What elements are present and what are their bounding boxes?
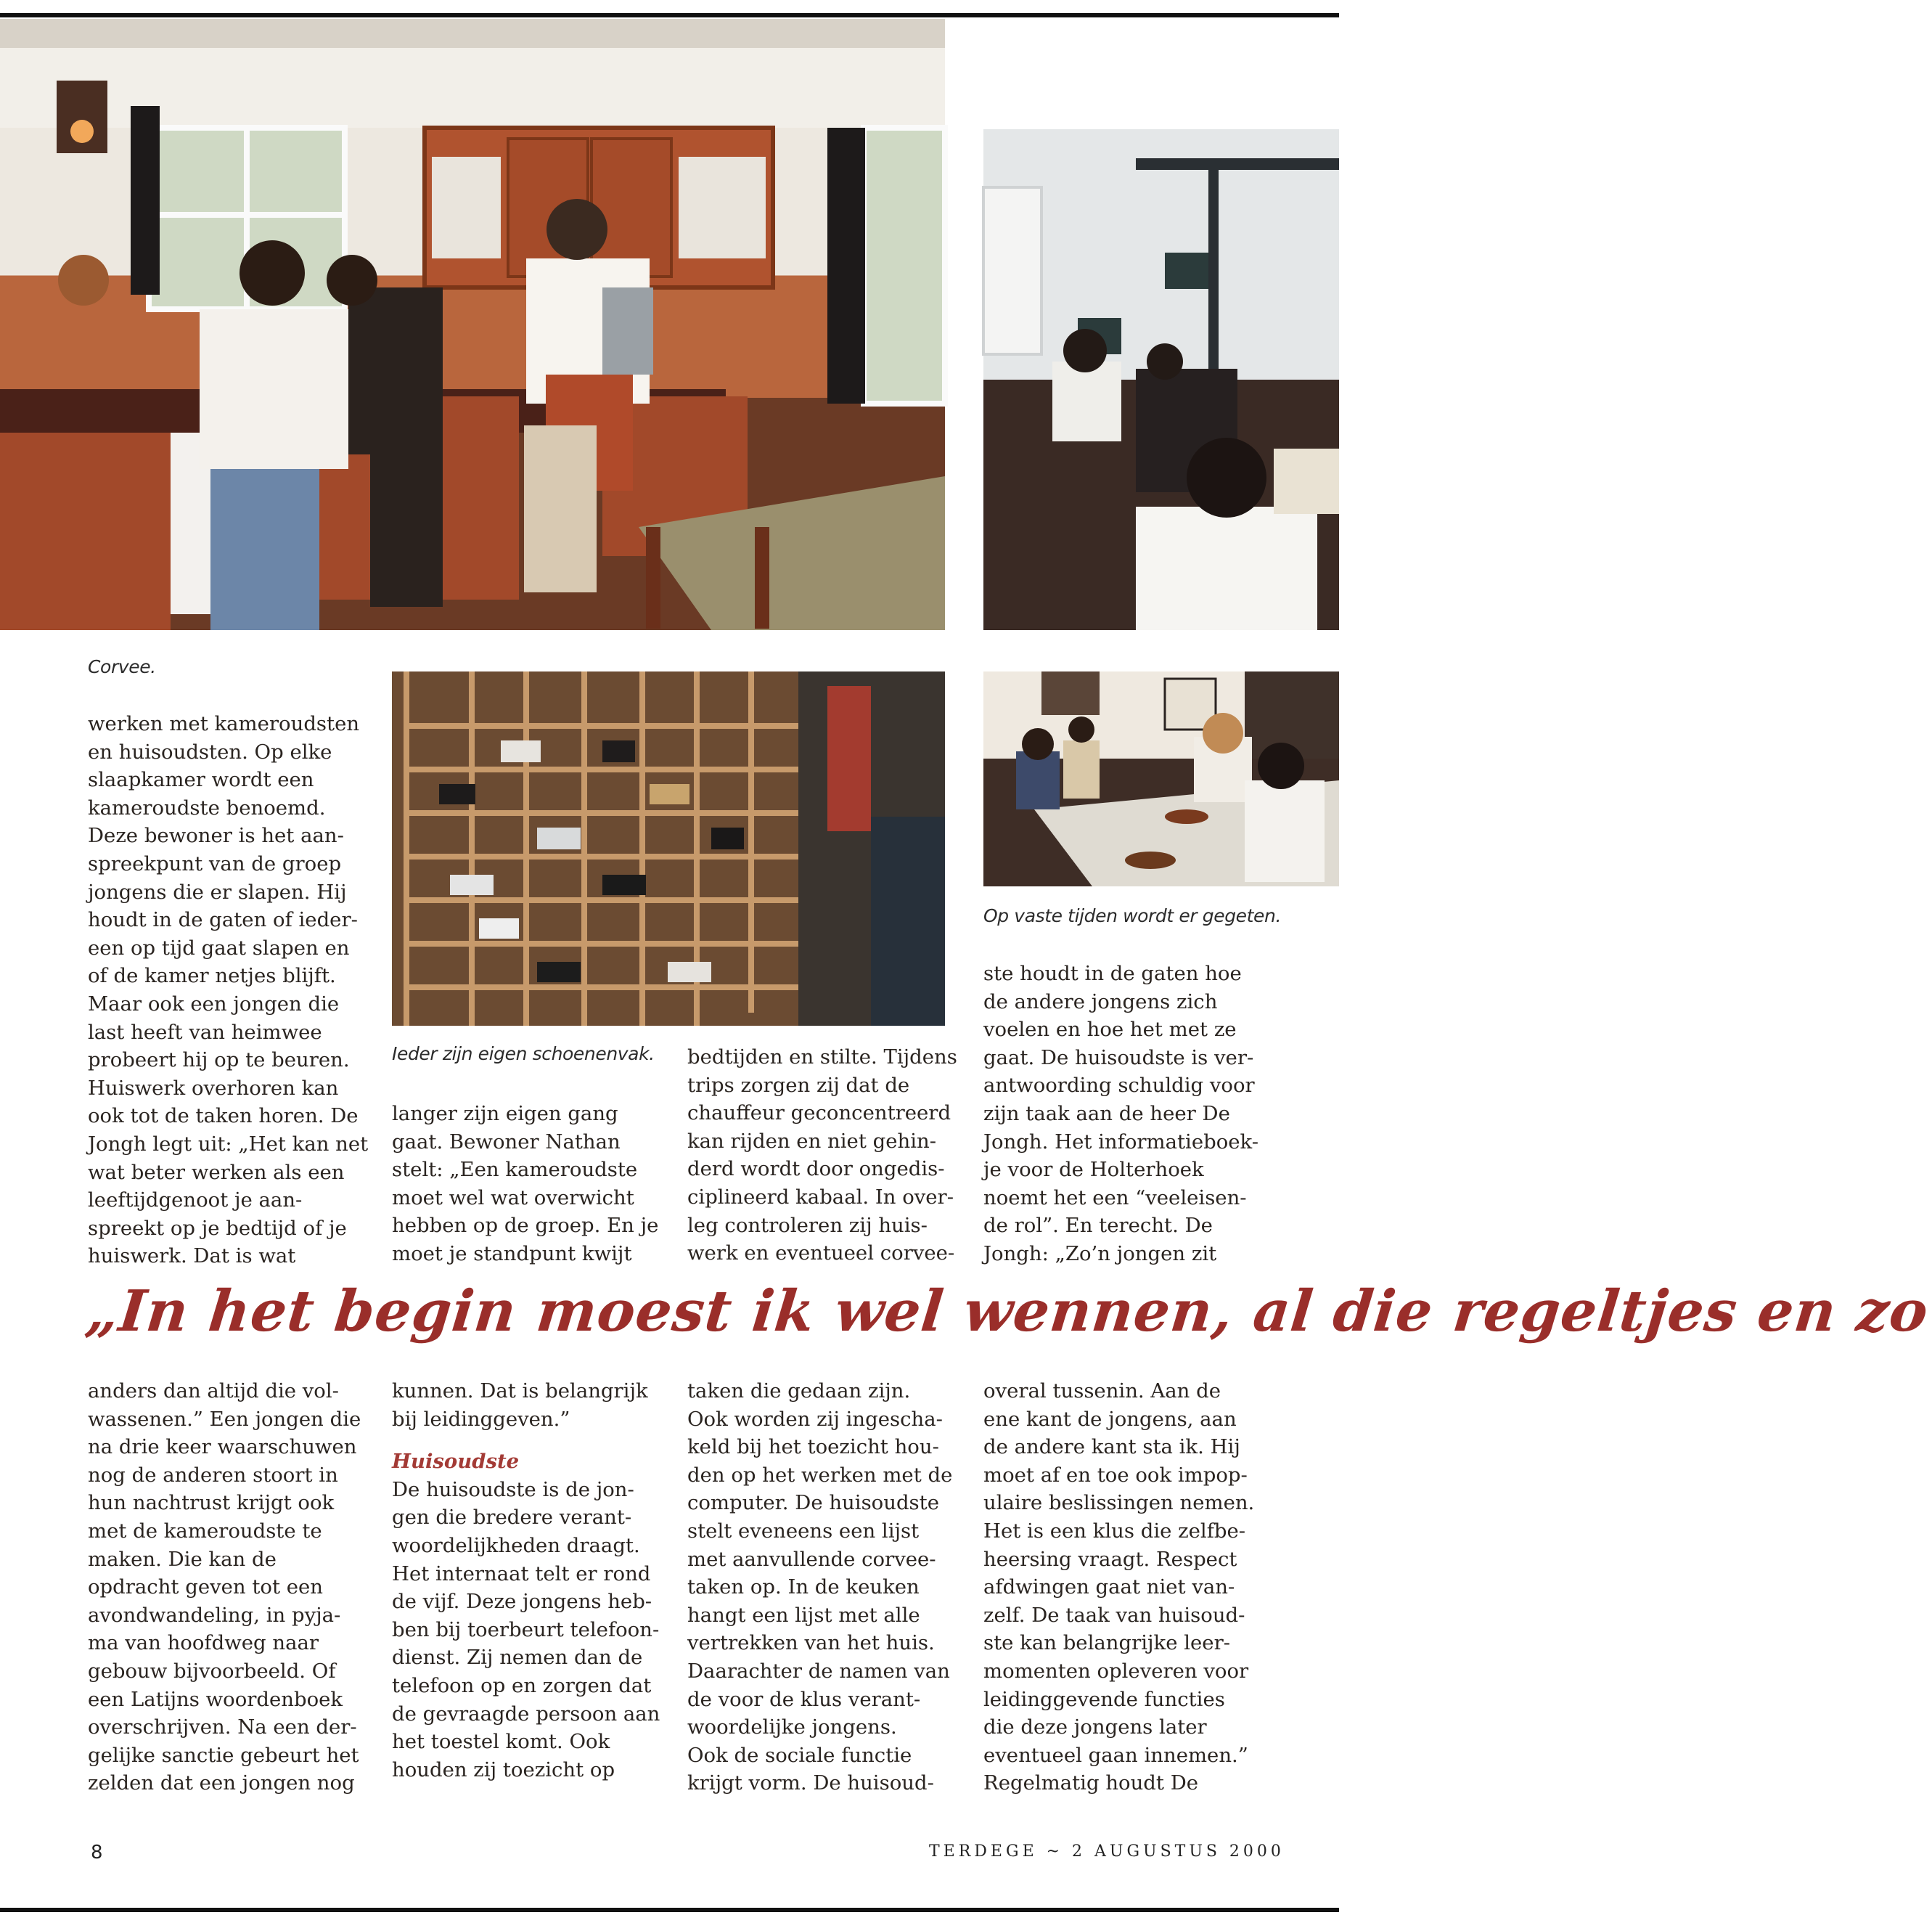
upper-column-3: bedtijden en stilte. Tijdens trips zorgen zij dat de chauffeur geconcentreerd kan rijden en niet gehin- derd wordt door ongedis- ciplineerd kabaal. In over- leg controleren zij huis- werk en eventueel corvee- <box>687 1045 957 1265</box>
pull-quote: „In het begin moest ik wel wennen, al die regeltjes en zo <box>82 1278 1932 1344</box>
dining-photo <box>983 671 1339 886</box>
top-rule <box>0 13 1339 17</box>
shoe-rack-photo-icon <box>392 671 945 1026</box>
bottom-rule <box>0 1908 1339 1912</box>
shoe-rack-photo <box>392 671 945 1026</box>
lower-column-2-intro: kunnen. Dat is belangrijk bij leidinggeven.” <box>392 1379 648 1431</box>
page-number: 8 <box>91 1842 103 1863</box>
shoe-rack-caption: Ieder zijn eigen schoenenvak. <box>392 1043 655 1064</box>
lower-column-3: taken die gedaan zijn. Ook worden zij ingescha- keld bij het toezicht hou- den op het werken met de computer. De huisoudste stelt eveneens een lijst met aanvullende corvee- taken op. In de keuken hangt een lijst met alle vertrekken van het huis. Daarachter de namen van de voor de klus verant- woordelijke jongens. Ook de sociale functie krijgt vorm. De huisoud- <box>687 1379 953 1795</box>
lower-column-4: overal tussenin. Aan de ene kant de jongens, aan de andere kant sta ik. Hij moet af en toe ook impop- ulaire beslissingen nemen. Het is een klus die zelfbe- heersing vraagt. Respect afdwingen gaat niet van- zelf. De taak van huisoud- ste kan belangrijke leer- momenten opleveren voor leidinggevende functies die deze jongens later eventueel gaan innemen.” Regelmatig houdt De <box>983 1379 1255 1795</box>
study-photo <box>983 129 1339 630</box>
upper-column-1: werken met kameroudsten en huisoudsten. Op elke slaapkamer wordt een kameroudste benoemd. Deze bewoner is het aan- spreekpunt van de groep jongens die er slapen. Hij houdt in de gaten of ieder- een op tijd gaat slapen en of de kamer netjes blijft. Maar ook een jongen die last heeft van heimwee probeert hij op te beuren. Huiswerk overhoren kan ook tot de taken horen. De Jongh legt uit: „Het kan net wat beter werken als een leeftijdgenoot je aan- spreekt op je bedtijd of je huiswerk. Dat is wat <box>88 712 369 1268</box>
kitchen-photo-icon <box>0 19 945 630</box>
dining-photo-icon <box>983 671 1339 886</box>
upper-column-2: langer zijn eigen gang gaat. Bewoner Nathan stelt: „Een kameroudste moet wel wat overwicht hebben op de groep. En je moet je standpunt kwijt <box>392 1102 659 1265</box>
study-room-photo-icon <box>983 129 1339 630</box>
upper-column-4: ste houdt in de gaten hoe de andere jongens zich voelen en hoe het met ze gaat. De huisoudste is ver- antwoording schuldig voor zijn taak aan de heer De Jongh. Het informatieboek- je voor de Holterhoek noemt het een “veeleisen- de rol”. En terecht. De Jongh: „Zo’n jongen zit <box>983 962 1259 1265</box>
kitchen-caption: Corvee. <box>88 656 156 677</box>
kitchen-photo <box>0 19 945 630</box>
lower-column-2 <box>392 1377 660 1784</box>
publication-footer: TERDEGE ~ 2 AUGUSTUS 2000 <box>929 1842 1285 1861</box>
section-heading: Huisoudste <box>392 1450 520 1474</box>
lower-column-2-body: De huisoudste is de jon- gen die bredere verant- woordelijkheden draagt. Het internaat telt er rond de vijf. Deze jongens heb- ben bij toerbeurt telefoon- dienst. Zij nemen dan de telefoon op en zorgen dat de gevraagde persoon aan het toestel komt. Ook houden zij toezicht op <box>392 1477 660 1781</box>
lower-column-1: anders dan altijd die vol- wassenen.” Een jongen die na drie keer waarschuwen nog de anderen stoort in hun nachtrust krijgt ook met de kameroudste te maken. Die kan de opdracht geven tot een avondwandeling, in pyja- ma van hoofdweg naar gebouw bijvoorbeeld. Of een Latijns woordenboek overschrijven. Na een der- gelijke sanctie gebeurt het zelden dat een jongen nog <box>88 1379 361 1795</box>
dining-caption: Op vaste tijden wordt er gegeten. <box>983 905 1282 926</box>
